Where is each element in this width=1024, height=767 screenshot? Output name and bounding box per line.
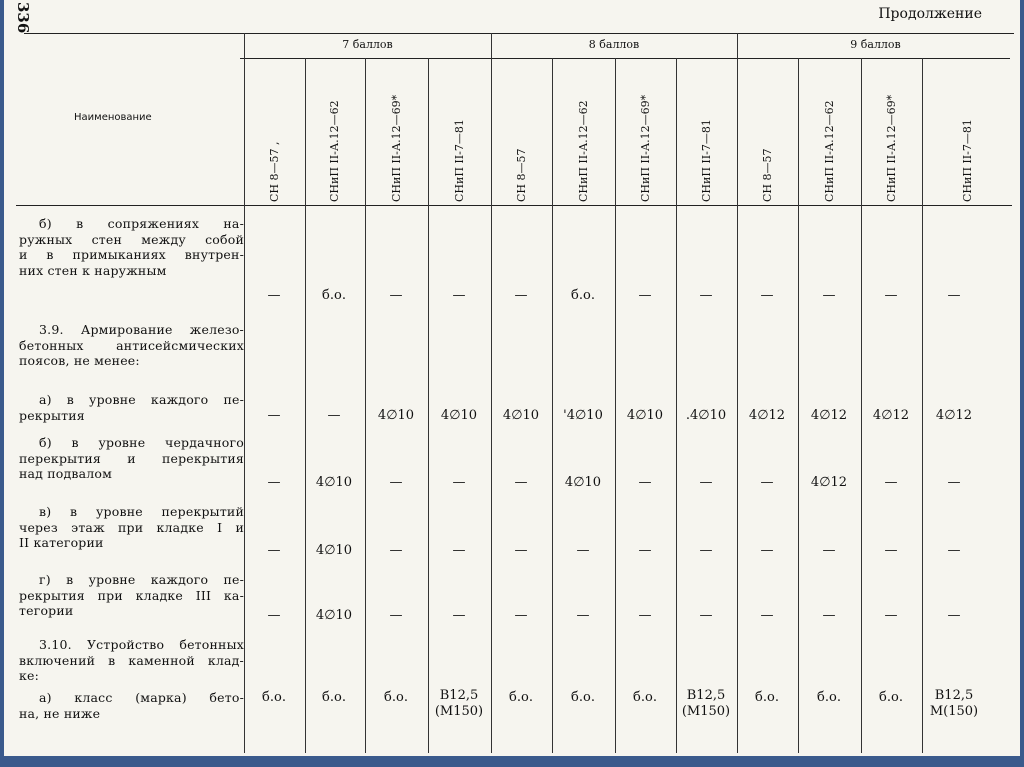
row-label-line: 3.10. Устройство бетонных (39, 637, 244, 652)
column-header-cell (305, 62, 365, 202)
table-cell: 4∅12 (810, 475, 848, 490)
table-cell: — (638, 543, 652, 558)
norm-header: СНиП II-А.12—62 (328, 100, 341, 202)
table-cell: — (760, 543, 774, 558)
table-cell: — (822, 543, 836, 558)
table-cell: — (267, 475, 281, 490)
table-cell: — (822, 288, 836, 303)
column-header-cell (737, 62, 798, 202)
table-cell: — (452, 543, 466, 558)
table-cell: — (638, 288, 652, 303)
document-page (4, 0, 1020, 756)
row-label-line: перекрытия и перекрытия (19, 450, 244, 466)
table-cell: б.о. (262, 690, 286, 705)
column-header-cell (676, 62, 737, 202)
norm-header: СНиП II-7—81 (961, 119, 974, 202)
group-header-9: 9 баллов (850, 38, 901, 51)
column-header-cell (491, 62, 552, 202)
row-label-line: б) в сопряжениях на- (39, 216, 244, 231)
column-header-cell (365, 62, 428, 202)
row-label-line: над подвалом (19, 466, 113, 482)
name-column-header: Наименование (74, 112, 152, 123)
table-cell: б.о. (755, 690, 779, 705)
table-cell: В12,5 (М150) (681, 688, 731, 719)
table-cell: — (452, 288, 466, 303)
page-number: 336 (14, 2, 32, 34)
table-cell: — (389, 475, 403, 490)
table-cell: — (760, 608, 774, 623)
column-header-cell (244, 62, 305, 202)
row-label-line: включений в каменной клад- (19, 652, 244, 668)
row-label-line: 3.9. Армирование железо- (39, 322, 244, 337)
column-header-cell (552, 62, 615, 202)
table-cell: — (452, 608, 466, 623)
table-cell: .4∅10 (685, 408, 727, 423)
table-cell: — (638, 608, 652, 623)
table-cell: 4∅12 (872, 408, 910, 423)
row-label (19, 572, 244, 619)
table-cell: — (267, 608, 281, 623)
table-cell: — (267, 543, 281, 558)
table-cell: — (514, 288, 528, 303)
table-cell: — (947, 475, 961, 490)
table-cell: — (514, 608, 528, 623)
norm-header: СНиП II-А.12—69* (638, 94, 652, 202)
table-cell: — (699, 475, 713, 490)
table-cell: — (884, 475, 898, 490)
row-label-line: на, не ниже (19, 705, 101, 721)
row-label (19, 637, 244, 684)
row-label-line: а) в уровне каждого пе- (39, 392, 244, 407)
row-label-line: г) в уровне каждого пе- (39, 572, 244, 587)
column-header-cell (798, 62, 861, 202)
table-cell: 4∅10 (440, 408, 478, 423)
table-cell: В12,5 (М150) (434, 688, 484, 719)
table-cell: б.о. (509, 690, 533, 705)
norm-header: СНиП II-7—81 (699, 119, 713, 202)
row-label-line: бетонных антисейсмических (19, 337, 244, 353)
table-cell: 4∅10 (626, 408, 664, 423)
table-cell: — (389, 608, 403, 623)
table-cell: б.о. (322, 288, 346, 303)
table-cell: 4∅12 (935, 408, 973, 423)
table-cell: — (822, 608, 836, 623)
table-cell: — (576, 608, 590, 623)
table-cell: — (699, 288, 713, 303)
norm-header: СНиП II-А.12—62 (576, 100, 590, 202)
row-label (19, 504, 244, 551)
table-cell: 4∅10 (377, 408, 415, 423)
group-header-7: 7 баллов (342, 38, 393, 51)
continuation-label: Продолжение (878, 6, 982, 22)
column-header-cell (861, 62, 922, 202)
table-cell: — (884, 608, 898, 623)
table-cell: 4∅10 (502, 408, 540, 423)
row-label-line: ке: (19, 668, 40, 684)
row-label (19, 216, 244, 278)
row-label-line: а) класс (марка) бето- (39, 690, 244, 705)
norm-header: СНиП II-А.12—69* (389, 94, 403, 202)
table-cell: — (389, 288, 403, 303)
table-cell: б.о. (817, 690, 841, 705)
row-label (19, 392, 244, 423)
row-label-line: II категории (19, 535, 104, 551)
row-label-line: и в примыканиях внутрен- (19, 247, 244, 263)
row-label-line: ружных стен между собой (19, 231, 244, 247)
row-label-line: в) в уровне перекрытий (39, 504, 244, 519)
table-cell: б.о. (879, 690, 903, 705)
table-cell: б.о. (384, 690, 408, 705)
norm-header: СНиП II-7—81 (452, 119, 466, 202)
table-cell: — (514, 475, 528, 490)
column-header-cell (922, 62, 1014, 202)
table-cell: — (389, 543, 403, 558)
column-header-cell (615, 62, 676, 202)
header-bottom-rule (16, 205, 1012, 206)
table-cell: — (267, 408, 281, 423)
table-cell: 4∅10 (315, 608, 353, 623)
norm-header: СН 8—57 (514, 148, 528, 202)
row-label-line: них стен к наружным (19, 262, 167, 278)
table-cell: 4∅10 (564, 475, 602, 490)
norm-header: СН 8—57 , (267, 141, 281, 202)
group-rule (240, 58, 1010, 59)
table-cell: 4∅10 (315, 543, 353, 558)
table-cell: 4∅12 (810, 408, 848, 423)
table-cell: — (576, 543, 590, 558)
row-label-line: б) в уровне чердачного (39, 435, 244, 450)
table-cell: — (884, 543, 898, 558)
row-label-line: рекрытия при кладке III ка- (19, 587, 244, 603)
table-cell: — (947, 288, 961, 303)
top-rule (24, 33, 1014, 34)
table-cell: — (452, 475, 466, 490)
norm-header: СНиП II-А.12—62 (822, 100, 836, 202)
table-cell: В12,5 М(150) (929, 688, 979, 719)
table-cell: 4∅12 (748, 408, 786, 423)
group-header-8: 8 баллов (588, 38, 640, 51)
table-cell: '4∅10 (563, 408, 603, 423)
table-cell: — (267, 288, 281, 303)
table-cell: — (514, 543, 528, 558)
row-label (19, 322, 244, 369)
table-cell: 4∅10 (315, 475, 353, 490)
table-cell: б.о. (322, 690, 346, 705)
table-cell: — (884, 288, 898, 303)
table-cell: — (638, 475, 652, 490)
table-cell: — (699, 608, 713, 623)
table-cell: — (699, 543, 713, 558)
column-header-cell (428, 62, 491, 202)
norm-header: СНиП II-А.12—69* (884, 94, 898, 202)
row-label-line: рекрытия (19, 407, 85, 423)
table-cell: — (760, 288, 774, 303)
table-cell: — (760, 475, 774, 490)
norm-header: СН 8—57 (760, 148, 774, 202)
table-cell: — (327, 408, 341, 423)
table-cell: б.о. (571, 288, 595, 303)
row-label-line: через этаж при кладке I и (19, 519, 244, 535)
row-label-line: тегории (19, 603, 74, 619)
table-cell: — (947, 543, 961, 558)
row-label (19, 435, 244, 482)
table-cell: б.о. (571, 690, 595, 705)
row-label (19, 690, 244, 721)
row-label-line: поясов, не менее: (19, 353, 140, 369)
table-cell: — (947, 608, 961, 623)
table-cell: б.о. (633, 690, 657, 705)
